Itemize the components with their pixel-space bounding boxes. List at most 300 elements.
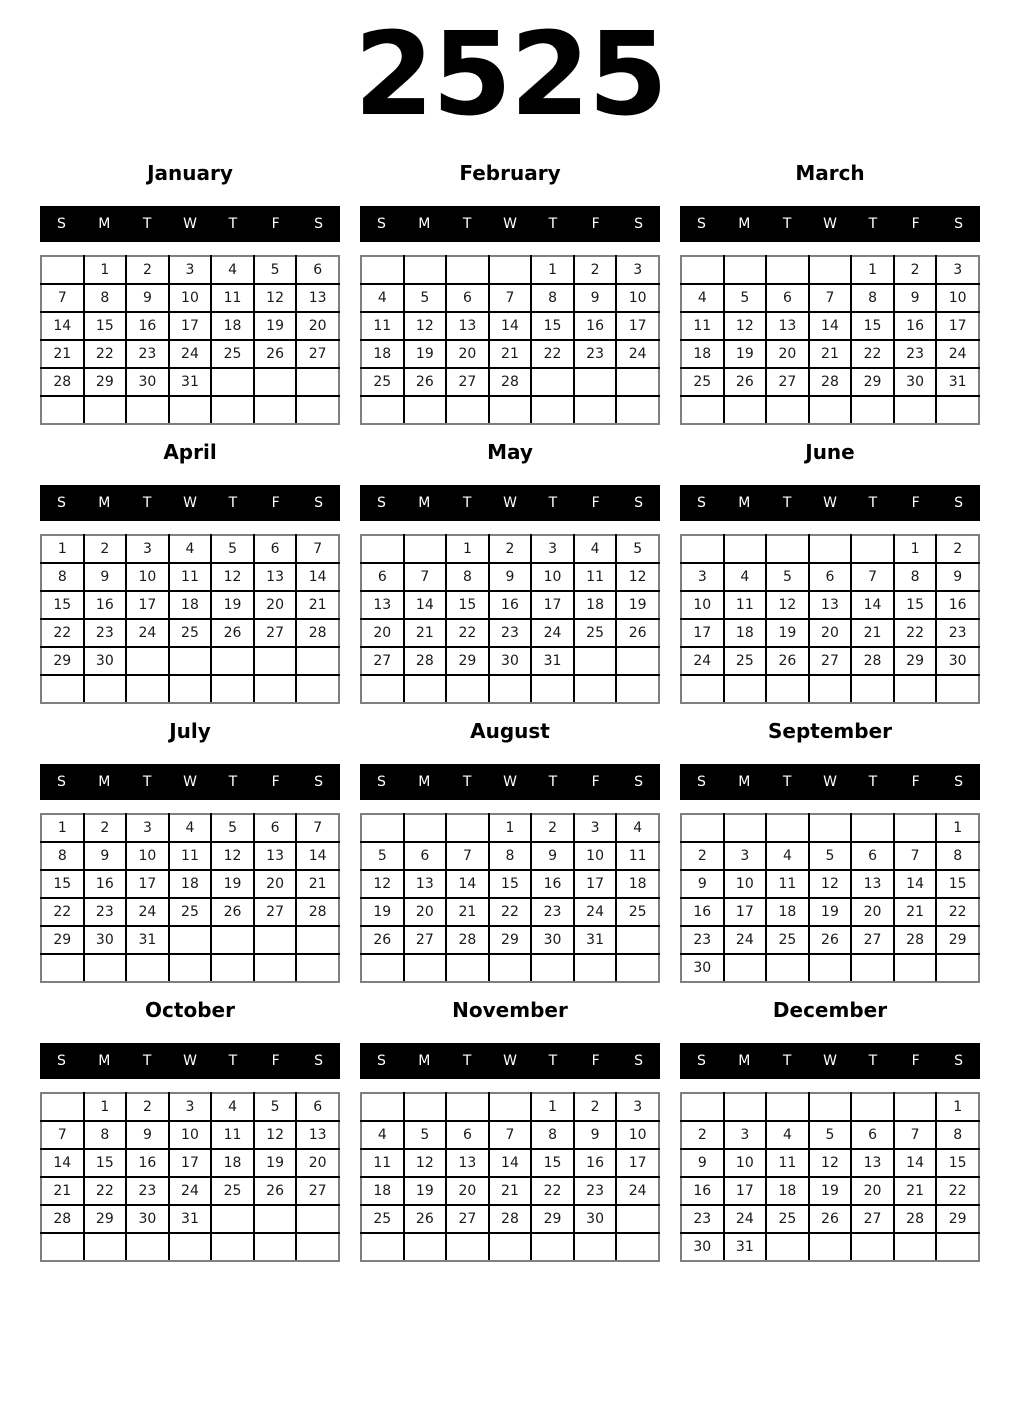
day-cell: 20 (809, 619, 852, 647)
week-row (41, 1177, 339, 1205)
day-cell: 26 (616, 619, 659, 647)
day-cell: 5 (404, 284, 447, 312)
week-row (681, 647, 979, 675)
empty-day-cell (296, 368, 339, 396)
day-cell: 20 (851, 898, 894, 926)
day-cell: 3 (724, 1121, 767, 1149)
weekday-label: S (634, 1053, 644, 1069)
day-cell: 22 (489, 898, 532, 926)
weekday-label: F (591, 1053, 600, 1069)
empty-day-cell (296, 647, 339, 675)
week-row (681, 842, 979, 870)
weekday-label: S (696, 774, 706, 790)
weekday-label: F (271, 774, 280, 790)
day-cell: 17 (169, 1149, 212, 1177)
day-cell: 31 (724, 1233, 767, 1261)
week-row (361, 1093, 659, 1121)
day-cell: 31 (936, 368, 979, 396)
day-cell: 3 (936, 256, 979, 284)
day-cell: 3 (169, 256, 212, 284)
day-cell: 3 (574, 814, 617, 842)
day-cell: 25 (361, 368, 404, 396)
weekday-label: M (98, 1053, 111, 1069)
day-cell: 5 (211, 535, 254, 563)
day-cell: 4 (169, 814, 212, 842)
day-cell: 24 (724, 1205, 767, 1233)
empty-day-cell (766, 814, 809, 842)
day-cell: 26 (211, 619, 254, 647)
empty-day-cell (404, 675, 447, 703)
month-days-table (680, 1092, 980, 1262)
day-cell: 3 (169, 1093, 212, 1121)
day-cell: 7 (296, 535, 339, 563)
day-cell: 18 (766, 898, 809, 926)
day-cell: 25 (766, 1205, 809, 1233)
empty-day-cell (809, 396, 852, 424)
day-cell: 12 (616, 563, 659, 591)
week-row (41, 675, 339, 703)
empty-day-cell (531, 954, 574, 982)
day-cell: 23 (681, 1205, 724, 1233)
day-cell: 26 (361, 926, 404, 954)
day-cell: 23 (84, 898, 127, 926)
empty-day-cell (616, 954, 659, 982)
day-cell: 26 (809, 1205, 852, 1233)
month-name: June (805, 440, 855, 464)
day-cell: 19 (724, 340, 767, 368)
day-cell: 28 (851, 647, 894, 675)
day-cell: 6 (851, 1121, 894, 1149)
day-cell: 15 (851, 312, 894, 340)
week-row (361, 563, 659, 591)
day-cell: 25 (574, 619, 617, 647)
day-cell: 1 (84, 256, 127, 284)
weekday-label: F (591, 216, 600, 232)
day-cell: 24 (936, 340, 979, 368)
weekday-label: S (56, 1053, 66, 1069)
day-cell: 9 (531, 842, 574, 870)
week-row (41, 256, 339, 284)
weekday-label: W (823, 1053, 837, 1069)
day-cell: 23 (531, 898, 574, 926)
day-cell: 22 (936, 1177, 979, 1205)
weekday-label: T (868, 1053, 878, 1069)
day-cell: 7 (446, 842, 489, 870)
day-cell: 4 (361, 1121, 404, 1149)
day-cell: 14 (41, 312, 84, 340)
day-cell: 7 (894, 1121, 937, 1149)
day-cell: 16 (574, 1149, 617, 1177)
day-cell: 3 (681, 563, 724, 591)
day-cell: 24 (169, 1177, 212, 1205)
empty-day-cell (446, 256, 489, 284)
day-cell: 18 (766, 1177, 809, 1205)
empty-day-cell (574, 675, 617, 703)
week-row (41, 368, 339, 396)
empty-day-cell (404, 814, 447, 842)
month-days-table (680, 813, 980, 983)
day-cell: 26 (211, 898, 254, 926)
weekday-label: T (142, 216, 152, 232)
week-row (361, 284, 659, 312)
empty-day-cell (616, 675, 659, 703)
day-cell: 7 (489, 284, 532, 312)
day-cell: 10 (681, 591, 724, 619)
day-cell: 20 (404, 898, 447, 926)
empty-day-cell (169, 1233, 212, 1261)
week-row (681, 954, 979, 982)
weekday-label: T (142, 1053, 152, 1069)
weekday-label: F (591, 774, 600, 790)
day-cell: 21 (851, 619, 894, 647)
day-cell: 24 (531, 619, 574, 647)
day-cell: 12 (404, 312, 447, 340)
weekday-label: M (418, 774, 431, 790)
day-cell: 29 (41, 926, 84, 954)
day-cell: 21 (41, 1177, 84, 1205)
day-cell: 22 (41, 898, 84, 926)
day-cell: 10 (126, 842, 169, 870)
weekday-label: T (142, 495, 152, 511)
weekday-header-row (360, 206, 660, 242)
day-cell: 10 (616, 1121, 659, 1149)
day-cell: 2 (681, 1121, 724, 1149)
day-cell: 19 (361, 898, 404, 926)
day-cell: 1 (894, 535, 937, 563)
day-cell: 1 (531, 256, 574, 284)
month-july (40, 708, 340, 987)
week-row (361, 870, 659, 898)
week-row (361, 1233, 659, 1261)
weekday-label: M (738, 774, 751, 790)
empty-day-cell (404, 535, 447, 563)
day-cell: 8 (84, 1121, 127, 1149)
weekday-header-row (40, 1043, 340, 1079)
empty-day-cell (724, 256, 767, 284)
day-cell: 2 (489, 535, 532, 563)
empty-day-cell (531, 1233, 574, 1261)
day-cell: 31 (531, 647, 574, 675)
day-cell: 1 (531, 1093, 574, 1121)
day-cell: 15 (531, 312, 574, 340)
day-cell: 23 (936, 619, 979, 647)
day-cell: 10 (724, 870, 767, 898)
day-cell: 30 (936, 647, 979, 675)
empty-day-cell (211, 396, 254, 424)
day-cell: 3 (616, 256, 659, 284)
day-cell: 21 (446, 898, 489, 926)
day-cell: 9 (126, 1121, 169, 1149)
empty-day-cell (489, 675, 532, 703)
day-cell: 9 (681, 1149, 724, 1177)
day-cell: 29 (489, 926, 532, 954)
day-cell: 8 (936, 842, 979, 870)
month-october (40, 987, 340, 1266)
day-cell: 28 (894, 926, 937, 954)
day-cell: 25 (211, 340, 254, 368)
empty-day-cell (254, 926, 297, 954)
week-row (41, 1093, 339, 1121)
day-cell: 27 (446, 368, 489, 396)
day-cell: 6 (809, 563, 852, 591)
day-cell: 6 (296, 1093, 339, 1121)
day-cell: 13 (254, 842, 297, 870)
day-cell: 23 (894, 340, 937, 368)
empty-day-cell (361, 535, 404, 563)
day-cell: 29 (446, 647, 489, 675)
week-row (681, 898, 979, 926)
day-cell: 31 (126, 926, 169, 954)
day-cell: 19 (616, 591, 659, 619)
empty-day-cell (531, 368, 574, 396)
day-cell: 9 (84, 563, 127, 591)
week-row (41, 563, 339, 591)
day-cell: 20 (361, 619, 404, 647)
day-cell: 17 (574, 870, 617, 898)
day-cell: 15 (894, 591, 937, 619)
day-cell: 4 (766, 1121, 809, 1149)
day-cell: 22 (531, 340, 574, 368)
day-cell: 5 (616, 535, 659, 563)
weekday-label: T (868, 216, 878, 232)
day-cell: 15 (84, 312, 127, 340)
day-cell: 20 (254, 870, 297, 898)
day-cell: 8 (489, 842, 532, 870)
empty-day-cell (851, 1233, 894, 1261)
weekday-label: M (738, 1053, 751, 1069)
year-title: 2525 (353, 8, 667, 142)
day-cell: 14 (446, 870, 489, 898)
day-cell: 30 (531, 926, 574, 954)
day-cell: 25 (211, 1177, 254, 1205)
weekday-label: S (314, 216, 324, 232)
day-cell: 9 (894, 284, 937, 312)
week-row (681, 396, 979, 424)
day-cell: 14 (489, 1149, 532, 1177)
empty-day-cell (766, 256, 809, 284)
day-cell: 18 (574, 591, 617, 619)
day-cell: 19 (404, 1177, 447, 1205)
week-row (681, 870, 979, 898)
day-cell: 30 (894, 368, 937, 396)
weekday-label: T (228, 1053, 238, 1069)
day-cell: 12 (361, 870, 404, 898)
day-cell: 15 (531, 1149, 574, 1177)
day-cell: 20 (446, 1177, 489, 1205)
day-cell: 14 (809, 312, 852, 340)
day-cell: 5 (254, 256, 297, 284)
week-row (361, 842, 659, 870)
day-cell: 5 (211, 814, 254, 842)
empty-day-cell (404, 256, 447, 284)
day-cell: 18 (361, 340, 404, 368)
day-cell: 13 (296, 284, 339, 312)
day-cell: 17 (169, 312, 212, 340)
month-december (680, 987, 980, 1266)
day-cell: 26 (809, 926, 852, 954)
week-row (681, 1121, 979, 1149)
month-august (360, 708, 660, 987)
empty-day-cell (41, 675, 84, 703)
day-cell: 19 (404, 340, 447, 368)
day-cell: 27 (851, 1205, 894, 1233)
empty-day-cell (41, 1233, 84, 1261)
month-name: September (768, 719, 892, 743)
day-cell: 30 (126, 368, 169, 396)
day-cell: 11 (361, 312, 404, 340)
day-cell: 11 (766, 1149, 809, 1177)
month-days-table (40, 255, 340, 425)
month-name: July (169, 719, 211, 743)
day-cell: 13 (361, 591, 404, 619)
day-cell: 20 (296, 1149, 339, 1177)
month-name: April (163, 440, 217, 464)
weekday-label: T (548, 774, 558, 790)
day-cell: 13 (254, 563, 297, 591)
empty-day-cell (574, 647, 617, 675)
week-row (41, 340, 339, 368)
day-cell: 12 (809, 1149, 852, 1177)
day-cell: 5 (766, 563, 809, 591)
weekday-header-row (680, 1043, 980, 1079)
day-cell: 12 (404, 1149, 447, 1177)
empty-day-cell (126, 1233, 169, 1261)
weekday-label: S (314, 495, 324, 511)
day-cell: 13 (851, 1149, 894, 1177)
empty-day-cell (361, 1233, 404, 1261)
empty-day-cell (936, 954, 979, 982)
day-cell: 25 (616, 898, 659, 926)
day-cell: 4 (211, 1093, 254, 1121)
day-cell: 14 (489, 312, 532, 340)
empty-day-cell (126, 396, 169, 424)
day-cell: 1 (489, 814, 532, 842)
day-cell: 23 (681, 926, 724, 954)
empty-day-cell (126, 647, 169, 675)
day-cell: 3 (531, 535, 574, 563)
weekday-label: W (183, 216, 197, 232)
day-cell: 15 (936, 870, 979, 898)
weekday-label: T (548, 216, 558, 232)
weekday-label: S (954, 774, 964, 790)
day-cell: 19 (211, 870, 254, 898)
weekday-header-row (360, 1043, 660, 1079)
day-cell: 4 (681, 284, 724, 312)
empty-day-cell (681, 1093, 724, 1121)
day-cell: 1 (936, 1093, 979, 1121)
day-cell: 17 (724, 1177, 767, 1205)
month-days-table (40, 813, 340, 983)
day-cell: 21 (404, 619, 447, 647)
day-cell: 24 (681, 647, 724, 675)
weekday-header-row (680, 764, 980, 800)
empty-day-cell (169, 396, 212, 424)
day-cell: 24 (724, 926, 767, 954)
day-cell: 19 (254, 312, 297, 340)
weekday-label: F (271, 216, 280, 232)
day-cell: 16 (126, 1149, 169, 1177)
day-cell: 7 (296, 814, 339, 842)
day-cell: 21 (894, 1177, 937, 1205)
weekday-label: T (868, 774, 878, 790)
week-row (681, 256, 979, 284)
weekday-label: S (954, 216, 964, 232)
day-cell: 5 (404, 1121, 447, 1149)
week-row (681, 591, 979, 619)
day-cell: 24 (126, 898, 169, 926)
empty-day-cell (531, 396, 574, 424)
day-cell: 2 (681, 842, 724, 870)
day-cell: 5 (254, 1093, 297, 1121)
day-cell: 7 (489, 1121, 532, 1149)
day-cell: 7 (809, 284, 852, 312)
empty-day-cell (574, 368, 617, 396)
empty-day-cell (489, 1093, 532, 1121)
empty-day-cell (361, 1093, 404, 1121)
weekday-header-row (360, 485, 660, 521)
empty-day-cell (809, 814, 852, 842)
day-cell: 6 (446, 284, 489, 312)
weekday-header-row (680, 485, 980, 521)
day-cell: 9 (489, 563, 532, 591)
day-cell: 26 (724, 368, 767, 396)
empty-day-cell (936, 1233, 979, 1261)
day-cell: 11 (766, 870, 809, 898)
empty-day-cell (446, 954, 489, 982)
empty-day-cell (851, 1093, 894, 1121)
weekday-label: M (738, 216, 751, 232)
day-cell: 29 (84, 1205, 127, 1233)
day-cell: 30 (126, 1205, 169, 1233)
day-cell: 14 (894, 870, 937, 898)
empty-day-cell (211, 926, 254, 954)
week-row (361, 1121, 659, 1149)
day-cell: 15 (446, 591, 489, 619)
day-cell: 27 (809, 647, 852, 675)
empty-day-cell (936, 396, 979, 424)
empty-day-cell (296, 1205, 339, 1233)
weekday-label: S (376, 495, 386, 511)
week-row (41, 898, 339, 926)
day-cell: 26 (404, 368, 447, 396)
day-cell: 3 (126, 535, 169, 563)
day-cell: 5 (361, 842, 404, 870)
week-row (41, 396, 339, 424)
month-september (680, 708, 980, 987)
day-cell: 21 (41, 340, 84, 368)
day-cell: 10 (936, 284, 979, 312)
day-cell: 21 (809, 340, 852, 368)
weekday-label: T (462, 216, 472, 232)
day-cell: 30 (681, 1233, 724, 1261)
weekday-label: S (696, 1053, 706, 1069)
day-cell: 4 (724, 563, 767, 591)
day-cell: 28 (41, 368, 84, 396)
empty-day-cell (766, 675, 809, 703)
empty-day-cell (361, 256, 404, 284)
day-cell: 16 (681, 898, 724, 926)
month-february (360, 150, 660, 429)
day-cell: 20 (254, 591, 297, 619)
week-row (41, 619, 339, 647)
month-name: December (772, 998, 888, 1022)
weekday-label: T (868, 495, 878, 511)
day-cell: 15 (41, 591, 84, 619)
empty-day-cell (766, 535, 809, 563)
day-cell: 4 (361, 284, 404, 312)
empty-day-cell (724, 396, 767, 424)
day-cell: 3 (126, 814, 169, 842)
